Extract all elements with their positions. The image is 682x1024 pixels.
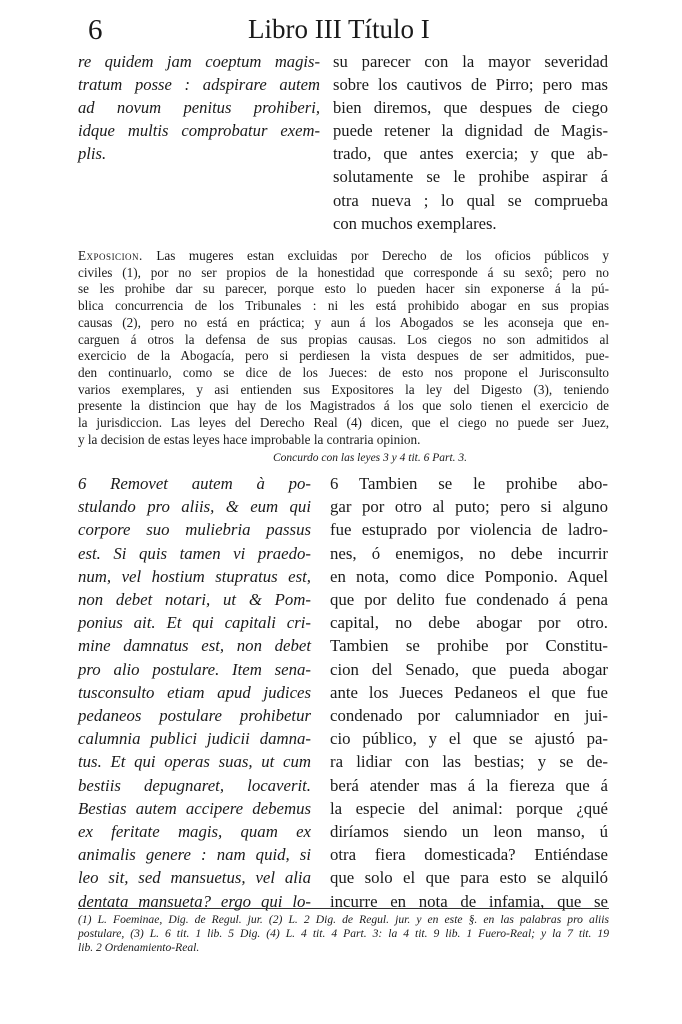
exposicion-line: blica concurrencia de los Tribunales : ni les está prohibido abogar en sus propias [78,298,609,314]
spanish-line: 6 Tambien se le prohibe abo- [330,474,608,493]
exposicion-line: y la decision de estas leyes hace improbable la contraria opinion. [78,431,421,447]
spanish-line: que solo el que para esto se alquiló [330,868,608,888]
latin-line: Bestias autem accipere debemus [78,798,311,818]
exposicion-line: presente la distincion que hay de los Magistrados á los que solo tienen el exercicio de [78,398,609,414]
spanish-line: cion del Senado, que pueda abogar [330,659,608,679]
spanish-line: trado, que antes exercia; y que ab- [333,144,608,164]
spanish-line: su parecer con la mayor severidad [333,52,608,71]
spanish-line: bien diremos, que despues de ciego [333,98,608,118]
latin-line: mine damnatus est, non debet [78,636,311,656]
spanish-line: sobre los cautivos de Pirro; pero mas [333,75,608,95]
footnote-rule [78,908,609,909]
latin-line: pedaneos postulare prohibetur [78,706,311,726]
footnote-line: (1) L. Foeminae, Dig. de Regul. jur. (2) L. 2 Dig. de Regul. jur. y en este §. en las palabras pro aliis [78,913,609,926]
latin-line: animalis genere : nam quid, si [78,845,311,865]
latin-line: bestiis depugnaret, locaverit. [78,775,311,795]
latin-line: est. Si quis tamen vi praedo- [78,543,311,563]
latin-line: corpore suo muliebria passus [78,520,311,540]
spanish-line: Tambien se prohibe por Constitu- [330,636,608,656]
exposicion-line: exercicio de la Abogacía, pero si perdiesen la vista despues de ser admitidos, pue- [78,348,609,364]
latin-line: plis. [78,144,107,164]
page-number: 6 [88,14,103,46]
exposicion-line: se les prohibe dar su parecer, porque esto lo pueden hacer sin exponerse á la pú- [78,281,609,297]
exposicion-line: varios exemplares, y asi entienden sus Expositores la ley del Digesto (3), teniendo [78,381,609,397]
latin-line: tus. Et qui operas suas, ut cum [78,752,311,772]
latin-line: ponius ait. Et qui capitali cri- [78,613,311,633]
latin-line: idque multis comprobatur exem- [78,121,320,141]
concordance-note: Concurdo con las leyes 3 y 4 tit. 6 Part. 3. [272,452,468,464]
spanish-line: incurre en nota de infamia, que se [330,891,608,911]
exposicion-line [78,248,609,265]
spanish-line: la especie del animal: porque ¿qué [330,798,608,818]
spanish-line: berá atender mas á la fiereza que á [330,775,608,795]
latin-line: tratum posse : adspirare autem [78,75,320,95]
spanish-line: solutamente se le prohibe aspirar á [333,167,608,187]
footnote-line: postulare, (3) L. 6 tit. 1 lib. 5 Dig. (4) L. 4 tit. 4 Part. 3: la 4 tit. 9 lib. 1 Fuero-Real; y la 7 tit. 19 [78,927,609,941]
spanish-line: cio público, y el que se ajustó pa- [330,729,608,749]
spanish-line: otra fiera domesticada? Entiéndase [330,845,608,865]
spanish-line: condenado por calumniador en jui- [330,706,608,726]
latin-line: re quidem jam coeptum magis- [78,52,320,71]
spanish-line: gar por otro al puto; pero si alguno [330,497,608,517]
spanish-text-top [333,50,608,235]
running-head: Libro III Título I [248,14,430,44]
latin-line: dentata mansueta? ergo qui lo- [78,891,311,911]
spanish-text-bottom [330,472,608,913]
spanish-line: ante los Jueces Pedaneos el que fue [330,682,608,702]
spanish-line: nes, ó enemigos, no debe incurrir [330,543,608,563]
spanish-line: otra nueva ; lo qual se comprueba [333,190,608,210]
exposicion-paragraph [78,248,609,448]
footnotes [78,913,609,956]
latin-line: leo sit, sed mansuetus, vel alia [78,868,311,888]
latin-line: num, vel hostium stupratus est, [78,566,311,586]
latin-line: pro alio postulare. Item sena- [78,659,311,679]
spanish-line: diríamos siendo un leon manso, ú [330,822,608,842]
spanish-line: puede retener la dignidad de Magis- [333,121,608,141]
latin-line: tusconsulto etiam apud judices [78,682,311,702]
footnote-line: lib. 2 Ordenamiento-Real. [78,941,200,955]
spanish-line: capital, no debe abogar por otro. [330,613,608,633]
latin-text-top [78,50,320,165]
exposicion-line: civiles (1), por no ser propios de la honestidad que corresponde á su sexô; pero no [78,264,609,280]
spanish-line: ra lidiar con las bestias; y se de- [330,752,608,772]
exposicion-line: causas (2), pero no está en práctica; y aun á los Abogados se les aconseja que en- [78,314,609,330]
exposicion-line: den continuarlo, como se dice de los Jueces: de esto nos propone el Jurisconsulto [78,364,609,380]
exposicion-line-text: Las mugeres estan excluidas por Derecho de los oficios públicos y [156,248,609,263]
latin-line: ex feritate magis, quam ex [78,822,311,842]
latin-line: stulando pro aliis, & eum qui [78,497,311,517]
spanish-line: en nota, como dice Pomponio. Aquel [330,566,608,586]
latin-line: non debet notari, ut & Pom- [78,590,311,610]
latin-text-bottom [78,472,311,913]
latin-line: 6 Removet autem à po- [78,474,311,493]
exposicion-line: la jurisdiccion. Las leyes del Derecho Real (4) dicen, que el ciego no puede ser Juez, [78,415,609,431]
spanish-line: fue estuprado por violencia de ladro- [330,520,608,540]
exposicion-line: carguen á otros la defensa de sus propias causas. Los ciegos no son admitidos al [78,331,609,347]
latin-line: ad novum penitus prohiberi, [78,98,320,118]
spanish-line: que por delito fue condenado á pena [330,590,608,610]
spanish-line: con muchos exemplares. [333,213,497,233]
latin-line: calumnia publici judicii damna- [78,729,311,749]
exposicion-heading: Exposicion. [78,248,143,263]
